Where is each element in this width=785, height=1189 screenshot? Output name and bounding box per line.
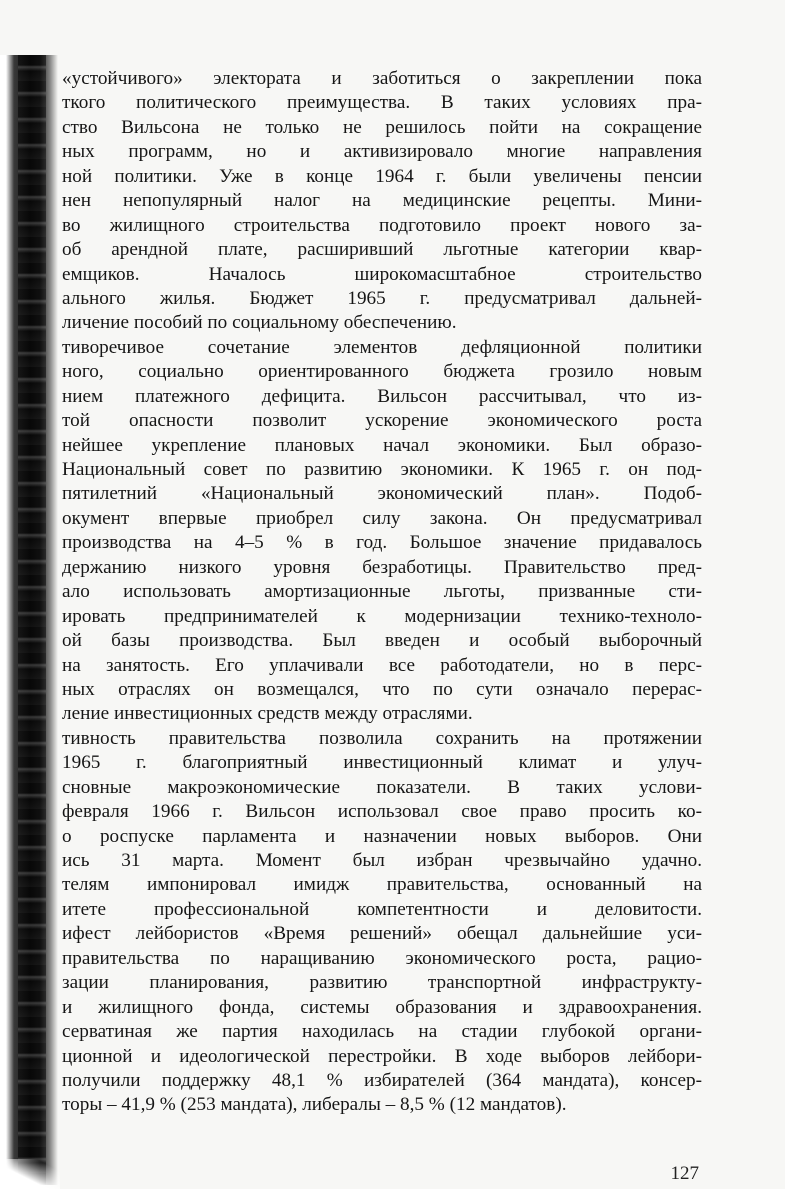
text-line: ало использовать амортизационные льготы, призванные сти- <box>62 581 702 603</box>
text-line: ство Вильсона не только не решилось пойти на сокращение <box>62 116 702 138</box>
text-line: во жилищного строительства подготовило проект нового за- <box>62 214 702 236</box>
text-line: той опасности позволит ускорение экономического роста <box>62 410 702 432</box>
text-line: правительства по наращиванию экономического роста, рацио- <box>62 947 702 969</box>
text-line: и жилищного фонда, системы образования и здравоохранения. <box>62 996 702 1018</box>
text-line: получили поддержку 48,1 % избирателей (364 мандата), консер- <box>62 1069 702 1091</box>
text-line: ткого политического преимущества. В таких условиях пра- <box>62 92 702 114</box>
text-line: ление инвестиционных средств между отраслями. <box>62 703 473 725</box>
text-line: Национальный совет по развитию экономики. К 1965 г. он под- <box>62 459 702 480</box>
text-line: производства на 4–5 % в год. Большое значение придавалось <box>62 532 702 554</box>
text-line: тиворечивое сочетание элементов дефляционной политики <box>62 336 702 358</box>
text-line: емщиков. Началось широкомасштабное строительство <box>62 263 702 285</box>
text-line: личение пособий по социальному обеспечению. <box>62 312 457 334</box>
text-line: серватиная же партия находилась на стадии глубокой органи- <box>62 1021 702 1043</box>
text-line: ировать предпринимателей к модернизации технико-техноло- <box>62 605 702 627</box>
page-corner <box>0 1159 60 1189</box>
text-line: зации планирования, развитию транспортной инфраструкту- <box>62 972 702 994</box>
text-line: тивность правительства позволила сохранить на протяжении <box>62 727 702 749</box>
text-line: ой базы производства. Был введен и особый выборочный <box>62 630 702 652</box>
text-line: окумент впервые приобрел силу закона. Он предусматривал <box>62 507 702 529</box>
text-line: нейшее укрепление плановых начал экономики. Был образо- <box>62 434 702 456</box>
text-line: о роспуске парламента и назначении новых выборов. Они <box>62 825 702 847</box>
text-line: сновные макроэкономические показатели. В таких услови- <box>62 776 702 798</box>
text-line: нием платежного дефицита. Вильсон рассчитывал, что из- <box>62 385 702 407</box>
text-line: держанию низкого уровня безработицы. Правительство пред- <box>62 556 702 578</box>
text-line: ных отраслях он возмещался, что по сути означало перерас- <box>62 678 702 700</box>
text-line: нен непопулярный налог на медицинские рецепты. Мини- <box>62 190 702 212</box>
text-line: февраля 1966 г. Вильсон использовал свое право просить ко- <box>62 801 702 823</box>
text-line: пятилетний «Национальный экономический план». Подоб- <box>62 483 702 505</box>
text-line: ционной и идеологической перестройки. В ходе выборов лейбори- <box>62 1045 702 1067</box>
text-line: ного, социально ориентированного бюджета грозило новым <box>62 361 702 383</box>
text-line: ись 31 марта. Момент был избран чрезвычайно удачно. <box>62 850 702 871</box>
body-text <box>62 67 702 1118</box>
text-line: ального жилья. Бюджет 1965 г. предусматривал дальней- <box>62 287 702 309</box>
text-line: 1965 г. благоприятный инвестиционный климат и улуч- <box>62 752 702 774</box>
text-line: ных программ, но и активизировало многие направления <box>62 141 702 163</box>
text-line: об арендной плате, расширивший льготные категории квар- <box>62 239 702 261</box>
text-line: торы – 41,9 % (253 мандата), либералы – 8,5 % (12 мандатов). <box>62 1094 567 1116</box>
page-number: 127 <box>670 1163 699 1184</box>
text-line: ной политики. Уже в конце 1964 г. были увеличены пенсии <box>62 165 702 187</box>
text-line: «устойчивого» электората и заботиться о закреплении пока <box>62 68 702 89</box>
text-line: на занятость. Его уплачивали все работодатели, но в перс- <box>62 654 702 676</box>
binding-shadow <box>0 55 58 1185</box>
text-line: итете профессиональной компетентности и деловитости. <box>62 898 702 920</box>
text-line: ифест лейбористов «Время решений» обещал дальнейшие уси- <box>62 923 702 945</box>
text-line: телям импонировал имидж правительства, основанный на <box>62 874 702 896</box>
